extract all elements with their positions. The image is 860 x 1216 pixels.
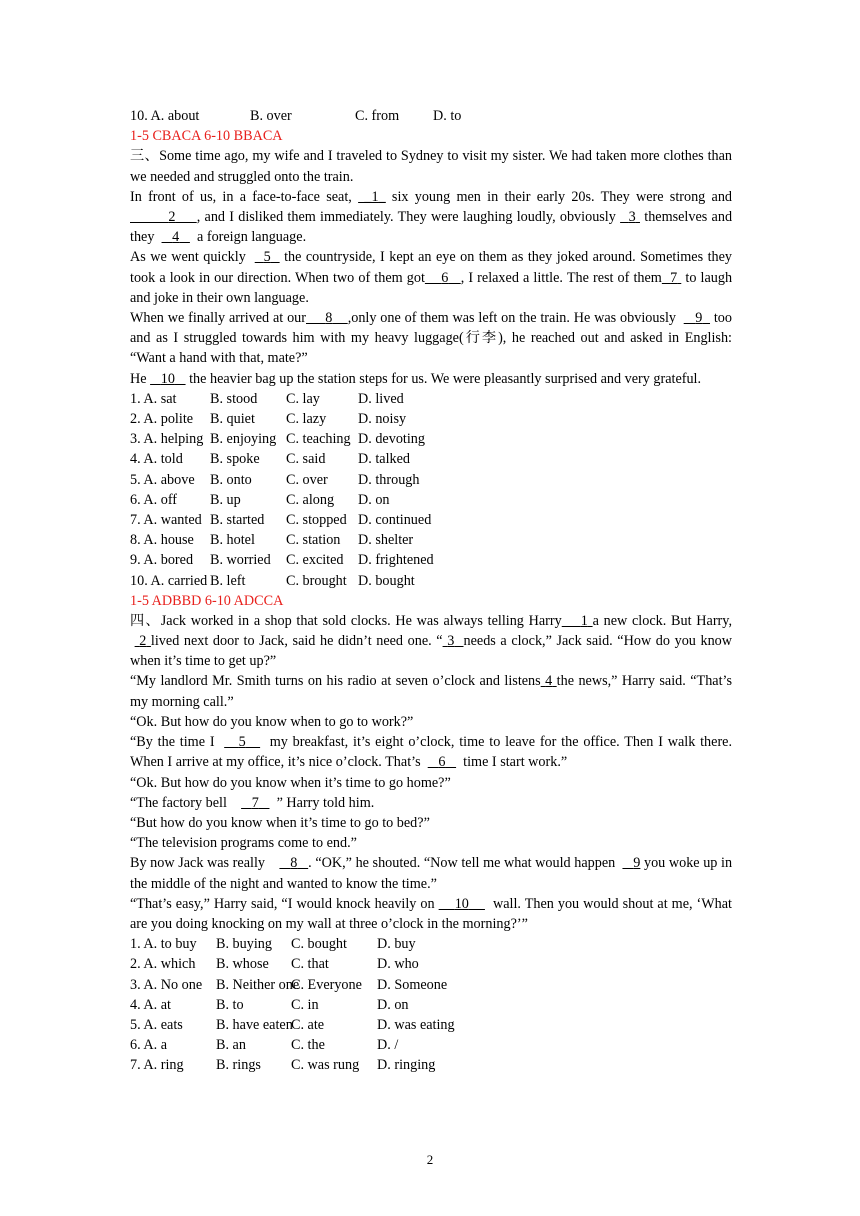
passage4-paragraph-9 — [130, 853, 732, 893]
option-a: 4. A. at — [130, 996, 171, 1013]
text-run: “By the time I — [130, 734, 215, 751]
passage4-paragraph-8: “The television programs come to end.” — [130, 835, 357, 852]
option-b: B. left — [210, 572, 246, 589]
option-row — [130, 530, 732, 550]
option-b: B. stood — [210, 390, 258, 407]
option-b: B. to — [216, 996, 244, 1013]
text-run: ,only one of them was left on the train. He was obviously — [347, 310, 677, 326]
option-b: B. Neither one — [216, 976, 300, 993]
option-row — [130, 571, 732, 591]
option-c: C. ate — [291, 1016, 325, 1033]
option-row — [130, 409, 732, 429]
option-row — [130, 995, 732, 1015]
text-run: my breakfast, it’s eight o’clock, time to leave for the office. Then I walk there. When I arrive at my office, it’s nice o’clock. That’s — [130, 734, 733, 771]
option-row — [130, 389, 732, 409]
option-row — [130, 550, 732, 570]
passage4-paragraph-3: “Ok. But how do you know when to go to work?” — [130, 713, 414, 730]
passage4-paragraph-1 — [130, 611, 732, 672]
text-run: needs a clock,” Jack said. “How do you know when it’s time to get up?” — [130, 633, 733, 670]
text-run: the news,” Harry said. “That’s my morning call.” — [130, 673, 733, 710]
option-c: C. over — [286, 471, 328, 488]
text-run: six young men in their early 20s. They were strong and — [391, 188, 733, 205]
option-b: B. over — [250, 108, 292, 124]
option-c: C. from — [355, 108, 400, 124]
blank-5: 5 — [238, 734, 246, 751]
option-d: D. noisy — [358, 411, 407, 427]
passage4-options — [130, 934, 732, 1075]
option-d: D. talked — [358, 451, 411, 468]
option-c: C. stopped — [286, 511, 347, 528]
document-body — [130, 106, 732, 1075]
option-d: D. bought — [358, 572, 415, 589]
answer-key-3: 1-5 ADBBD 6-10 ADCCA — [130, 592, 284, 609]
text-run: . “OK,” he shouted. “Now tell me what would happen — [308, 855, 616, 872]
passage4-paragraph-2 — [130, 671, 732, 711]
option-c: C. the — [291, 1037, 325, 1054]
blank-5: 5 — [263, 249, 271, 266]
blank-2: 2 — [139, 633, 147, 650]
passage3-paragraph-4 — [130, 308, 732, 369]
option-row — [130, 1015, 732, 1035]
answer-key-2: 1-5 CBACA 6-10 BBACA — [130, 128, 283, 145]
blank-10: 10 — [454, 895, 469, 912]
option-row — [130, 490, 732, 510]
option-a: 9. A. bored — [130, 552, 194, 569]
option-b: B. enjoying — [210, 431, 277, 448]
option-b: B. quiet — [210, 411, 255, 427]
option-b: B. worried — [210, 552, 271, 569]
option-c: C. in — [291, 996, 319, 1013]
option-a: 7. A. wanted — [130, 511, 202, 528]
option-row — [130, 429, 732, 449]
text-run: In front of us, in a face-to-face seat, — [130, 188, 352, 205]
option-row — [130, 470, 732, 490]
page-number: 2 — [426, 1152, 434, 1167]
option-b: B. started — [210, 511, 265, 528]
option-d: D. through — [358, 471, 420, 488]
option-b: B. onto — [210, 471, 252, 488]
passage4-paragraph-7: “But how do you know when it’s time to go to bed?” — [130, 814, 430, 831]
option-b: B. an — [216, 1037, 246, 1054]
blank-7: 7 — [670, 269, 678, 286]
blank-8: 8 — [290, 855, 298, 872]
option-d: D. was eating — [377, 1016, 455, 1033]
text-run: wall. Then you would shout at me, ‘What are you doing knocking on my wall at three o’clock in the morning?’” — [130, 895, 732, 932]
passage4-paragraph-4 — [130, 732, 732, 772]
passage3-paragraph-1 — [130, 146, 732, 186]
text-run: time I start work.” — [463, 754, 568, 771]
passage3-paragraph-2 — [130, 187, 732, 248]
text-run: Jack worked in a shop that sold clocks. He was always telling Harry — [160, 612, 562, 629]
option-c: C. Everyone — [291, 976, 362, 993]
option-c: C. brought — [286, 572, 347, 589]
text-run: themselves and they — [130, 208, 733, 246]
option-row — [130, 975, 732, 995]
option-a: 3. A. No one — [130, 976, 203, 993]
text-run: a foreign language. — [197, 229, 307, 246]
passage3-paragraph-5 — [130, 369, 732, 389]
option-d: D. shelter — [358, 532, 414, 549]
blank-3: 3 — [447, 633, 455, 650]
option-b: B. hotel — [210, 532, 255, 549]
option-a: 6. A. off — [130, 491, 178, 508]
blank-4: 4 — [172, 229, 180, 246]
text-run: to laugh and joke in their own language. — [130, 269, 733, 306]
text-run: When we finally arrived at our — [130, 310, 306, 326]
option-a: 6. A. a — [130, 1037, 168, 1054]
text-run: As we went quickly — [130, 249, 246, 266]
option-c: C. excited — [286, 552, 344, 569]
option-d: D. on — [358, 491, 390, 508]
option-a: 7. A. ring — [130, 1057, 184, 1074]
option-d: D. / — [377, 1037, 399, 1054]
option-a: 3. A. helping — [130, 431, 204, 448]
option-row — [130, 510, 732, 530]
text-run: “That’s easy,” Harry said, “I would knock heavily on — [130, 895, 435, 912]
section-marker: 四、 — [130, 612, 161, 629]
option-d: D. buy — [377, 936, 416, 953]
blank-9: 9 — [633, 855, 641, 872]
text-run: a new clock. But Harry, — [592, 612, 732, 629]
option-c: C. teaching — [286, 431, 351, 448]
option-c: C. lay — [286, 390, 320, 407]
option-b: B. have eaten — [216, 1016, 293, 1033]
option-c: C. was rung — [291, 1057, 360, 1074]
blank-9: 9 — [695, 310, 703, 326]
text-run: , and I disliked them immediately. They were laughing loudly, obviously — [196, 208, 616, 225]
text-run: the countryside, I kept an eye on them as they joked around. Sometimes they took a look in our direction. When two of them got — [130, 249, 733, 286]
blank-4: 4 — [545, 673, 553, 690]
option-b: B. up — [210, 491, 241, 508]
option-row — [130, 1035, 732, 1055]
blank-6: 6 — [438, 754, 446, 771]
option-b: B. buying — [216, 936, 272, 953]
section-marker: 三、 — [130, 148, 160, 165]
passage4-paragraph-10 — [130, 894, 732, 934]
option-d: D. ringing — [377, 1057, 436, 1074]
option-d: D. frightened — [358, 552, 434, 569]
option-c: C. that — [291, 956, 329, 973]
option-a: 2. A. polite — [130, 411, 194, 427]
blank-6: 6 — [441, 269, 449, 286]
text-run: , I relaxed a little. The rest of them — [460, 269, 662, 286]
text-run: the heavier bag up the station steps for us. We were pleasantly surprised and very grateful. — [189, 370, 702, 387]
option-a: 10. A. about — [130, 108, 200, 124]
text-run: too and as I struggled towards him with my heavy luggage(行李), he reached out and asked in English: “Want a hand with that, mate?” — [130, 310, 732, 367]
blank-1: 1 — [580, 612, 588, 629]
option-row — [130, 954, 732, 974]
option-d: D. continued — [358, 511, 432, 528]
option-c: C. said — [286, 451, 326, 468]
option-a: 10. A. carried — [130, 572, 208, 589]
option-c: C. lazy — [286, 411, 327, 427]
option-d: D. Someone — [377, 976, 448, 993]
text-run: you woke up in the middle of the night and wanted to know the time.” — [130, 855, 733, 892]
option-b: B. rings — [216, 1057, 261, 1074]
blank-10: 10 — [160, 370, 175, 387]
text-run: He — [130, 370, 147, 387]
text-run: “The factory bell — [130, 794, 227, 811]
option-d: D. devoting — [358, 431, 425, 448]
option-c: C. bought — [291, 936, 347, 953]
option-row — [130, 1055, 732, 1075]
option-d: D. lived — [358, 390, 404, 407]
option-a: 5. A. eats — [130, 1016, 183, 1033]
text-run: By now Jack was really — [130, 855, 265, 872]
blank-8: 8 — [325, 310, 333, 326]
prev-question-10 — [130, 106, 732, 126]
option-c: C. along — [286, 491, 335, 508]
paragraph-text: Some time ago, my wife and I traveled to Sydney to visit my sister. We had taken more clothes than we needed and struggled onto the train. — [130, 148, 732, 185]
option-c: C. station — [286, 532, 341, 549]
option-row — [130, 934, 732, 954]
blank-2: 2 — [168, 208, 176, 225]
passage4-paragraph-6 — [130, 793, 732, 813]
text-run: ” Harry told him. — [276, 794, 375, 811]
blank-3: 3 — [628, 208, 636, 225]
option-a: 1. A. sat — [130, 390, 177, 407]
passage4-paragraph-5: “Ok. But how do you know when it’s time to go home?” — [130, 774, 451, 791]
blank-7: 7 — [251, 794, 259, 811]
passage3-paragraph-3 — [130, 247, 732, 308]
option-row — [130, 449, 732, 469]
option-a: 2. A. which — [130, 956, 196, 973]
text-run: “My landlord Mr. Smith turns on his radio at seven o’clock and listens — [130, 673, 541, 690]
option-a: 5. A. above — [130, 471, 195, 488]
option-d: D. on — [377, 996, 409, 1013]
option-d: D. to — [433, 108, 462, 124]
option-b: B. whose — [216, 956, 269, 973]
option-a: 4. A. told — [130, 451, 183, 468]
passage3-options — [130, 389, 732, 591]
text-run: lived next door to Jack, said he didn’t need one. “ — [150, 633, 443, 650]
blank-1: _1_ — [358, 188, 386, 205]
option-a: 1. A. to buy — [130, 936, 197, 953]
option-b: B. spoke — [210, 451, 260, 468]
option-d: D. who — [377, 956, 419, 973]
option-a: 8. A. house — [130, 532, 194, 549]
